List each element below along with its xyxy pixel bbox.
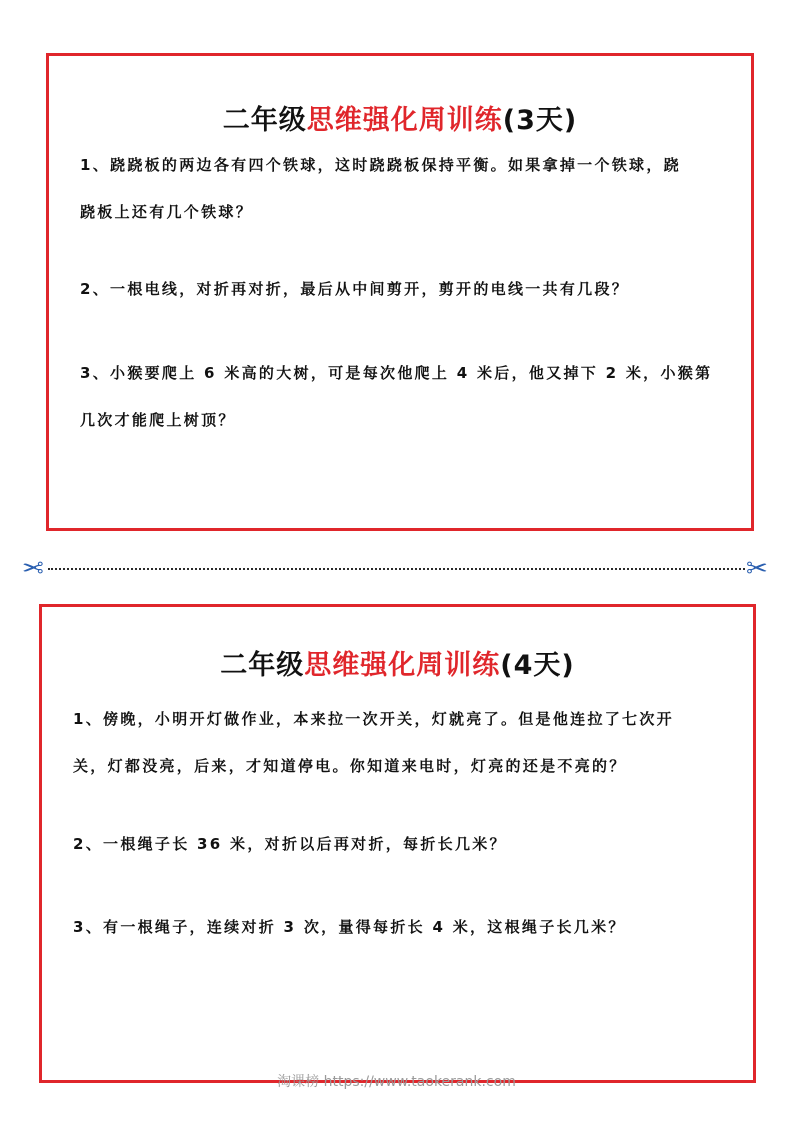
title-highlight: 思维强化周训练 [306, 105, 503, 136]
title-highlight: 思维强化周训练 [304, 650, 501, 681]
question-line: 2、一根绳子长 36 米，对折以后再对折，每折长几米？ [73, 835, 507, 853]
question-line: 关，灯都没亮，后来，才知道停电。你知道来电时，灯亮的还是不亮的？ [73, 757, 627, 775]
worksheet-card-day4 [39, 604, 756, 1083]
watermark-text: 淘课榜 https://www.taokerank.com [277, 1074, 516, 1090]
question-3 [73, 904, 626, 951]
question-line: 1、跷跷板的两边各有四个铁球，这时跷跷板保持平衡。如果拿掉一个铁球，跷 [80, 156, 681, 174]
card-title [42, 643, 753, 682]
scissors-icon: ✂ [22, 554, 44, 584]
question-2 [80, 266, 629, 313]
question-line: 3、小猴要爬上 6 米高的大树，可是每次他爬上 4 米后，他又掉下 2 米，小猴第 [80, 364, 713, 382]
question-line: 2、一根电线，对折再对折，最后从中间剪开，剪开的电线一共有几段？ [80, 280, 630, 298]
question-line: 1、傍晚，小明开灯做作业，本来拉一次开关，灯就亮了。但是他连拉了七次开 [73, 710, 674, 728]
question-2 [73, 821, 507, 868]
scissors-icon: ✂ [746, 554, 768, 584]
question-3 [80, 350, 712, 444]
worksheet-card-day3 [46, 53, 754, 531]
question-line: 3、有一根绳子，连续对折 3 次，量得每折长 4 米，这根绳子长几米？ [73, 918, 626, 936]
question-line: 几次才能爬上树顶？ [80, 411, 236, 429]
question-1 [80, 142, 681, 236]
title-prefix: 二年级 [222, 105, 307, 136]
cut-line-divider [48, 568, 745, 570]
question-line: 跷板上还有几个铁球？ [80, 203, 254, 221]
card-title [49, 98, 751, 137]
title-prefix: 二年级 [220, 650, 305, 681]
title-suffix: (4天) [500, 650, 575, 681]
question-1 [73, 696, 674, 790]
title-suffix: (3天) [502, 105, 578, 136]
